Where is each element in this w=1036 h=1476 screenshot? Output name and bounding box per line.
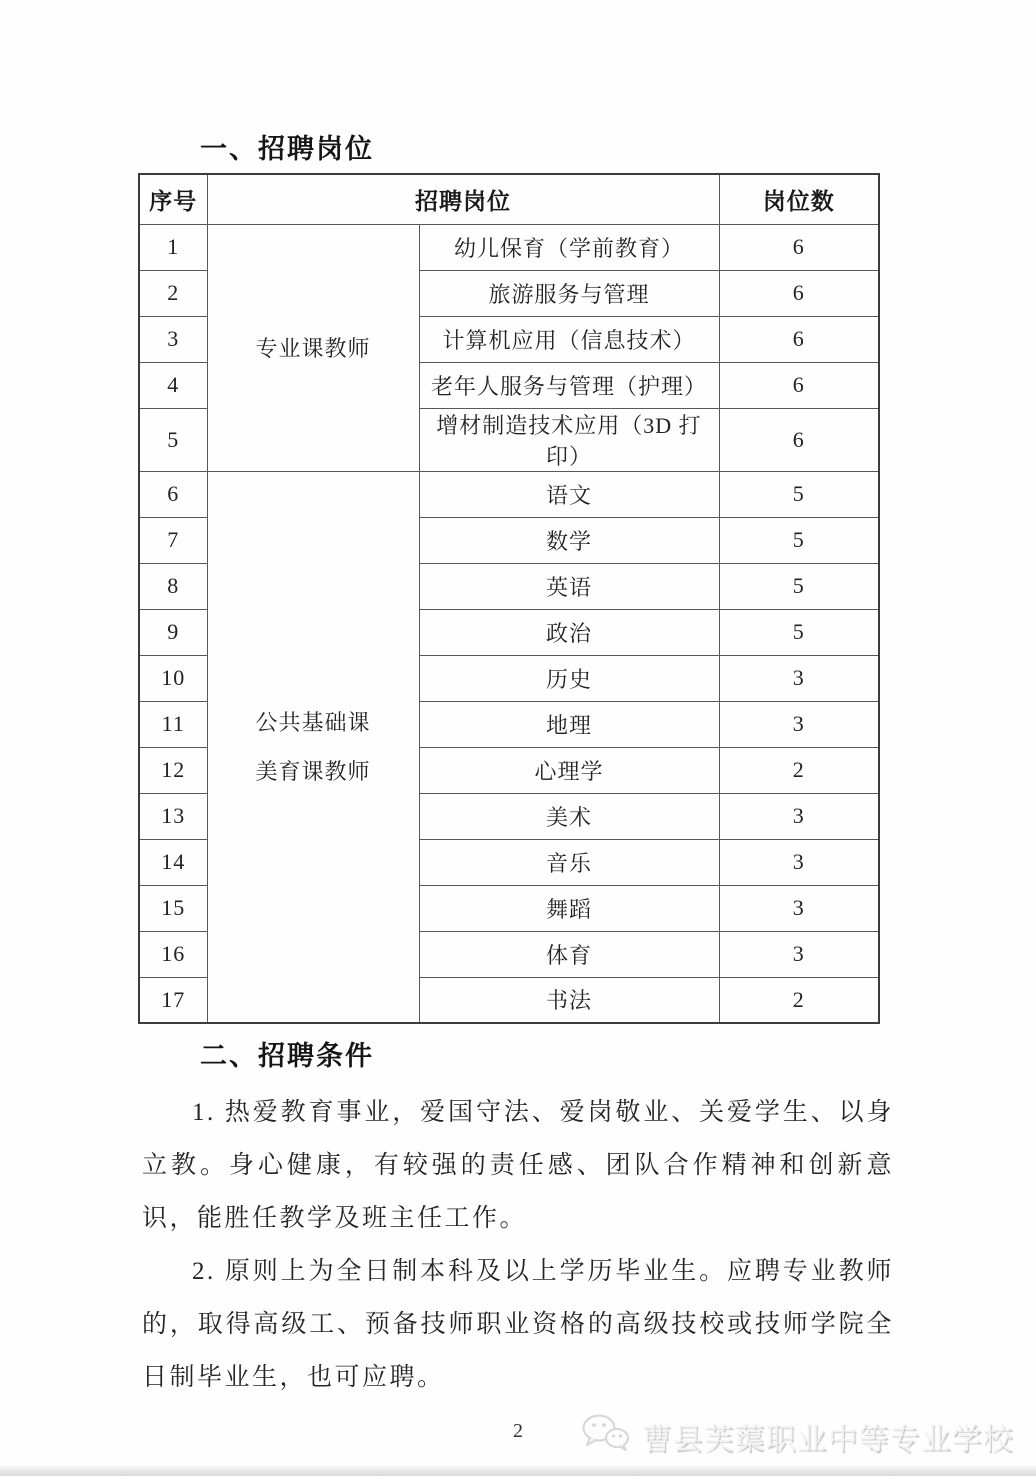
header-index: 序号 [139, 174, 207, 224]
cell-row-number: 7 [139, 517, 207, 563]
cell-position: 历史 [419, 655, 719, 701]
cell-row-number: 17 [139, 977, 207, 1023]
cell-position: 数学 [419, 517, 719, 563]
conditions-text [142, 1086, 894, 1404]
cell-position: 体育 [419, 931, 719, 977]
cell-row-number: 13 [139, 793, 207, 839]
bottom-edge-divider [0, 1466, 1036, 1476]
condition-paragraph-1: 1. 热爱教育事业，爱国守法、爱岗敬业、关爱学生、以身立教。身心健康，有较强的责任感、团队合作精神和创新意识，能胜任教学及班主任工作。 [142, 1099, 894, 1232]
cell-position: 英语 [419, 563, 719, 609]
section-title-conditions: 二、招聘条件 [200, 1041, 374, 1071]
cell-position: 音乐 [419, 839, 719, 885]
header-position: 招聘岗位 [207, 174, 719, 224]
condition-paragraph-2: 2. 原则上为全日制本科及以上学历毕业生。应聘专业教师的，取得高级工、预备技师职业资格的高级技校或技师学院全日制毕业生，也可应聘。 [142, 1258, 894, 1391]
cell-position: 心理学 [419, 747, 719, 793]
cell-row-number: 2 [139, 270, 207, 316]
cell-row-number: 15 [139, 885, 207, 931]
cell-position: 舞蹈 [419, 885, 719, 931]
cell-position: 政治 [419, 609, 719, 655]
cell-row-number: 12 [139, 747, 207, 793]
table-row [139, 224, 879, 270]
cell-count: 5 [719, 471, 879, 517]
cell-count: 6 [719, 408, 879, 471]
section-title-positions: 一、招聘岗位 [200, 134, 374, 164]
cell-count: 3 [719, 701, 879, 747]
cell-position: 幼儿保育（学前教育） [419, 224, 719, 270]
cell-count: 3 [719, 931, 879, 977]
page-number: 2 [513, 1420, 523, 1442]
cell-count: 5 [719, 609, 879, 655]
table-header-row [139, 174, 879, 224]
cell-row-number: 6 [139, 471, 207, 517]
footer-watermark [578, 1411, 1014, 1460]
cell-position: 地理 [419, 701, 719, 747]
cell-position: 老年人服务与管理（护理） [419, 362, 719, 408]
cell-count: 3 [719, 793, 879, 839]
cell-category-professional: 专业课教师 [207, 224, 419, 471]
cell-row-number: 10 [139, 655, 207, 701]
category-line: 公共基础课 [255, 709, 371, 735]
cell-position: 旅游服务与管理 [419, 270, 719, 316]
cell-count: 5 [719, 563, 879, 609]
cell-count: 6 [719, 224, 879, 270]
watermark-account-name: 曹县芙蕖职业中等专业学校 [642, 1422, 1014, 1456]
cell-position: 书法 [419, 977, 719, 1023]
wechat-logo-icon [578, 1411, 632, 1460]
cell-row-number: 5 [139, 408, 207, 471]
cell-row-number: 3 [139, 316, 207, 362]
cell-row-number: 11 [139, 701, 207, 747]
cell-row-number: 8 [139, 563, 207, 609]
cell-count: 6 [719, 362, 879, 408]
header-count: 岗位数 [719, 174, 879, 224]
cell-row-number: 9 [139, 609, 207, 655]
cell-count: 2 [719, 977, 879, 1023]
cell-position: 美术 [419, 793, 719, 839]
cell-count: 6 [719, 270, 879, 316]
cell-position: 增材制造技术应用（3D 打印） [419, 408, 719, 471]
cell-count: 6 [719, 316, 879, 362]
table-row [139, 471, 879, 517]
cell-position: 语文 [419, 471, 719, 517]
cell-count: 3 [719, 839, 879, 885]
cell-category-general [207, 471, 419, 1023]
cell-count: 5 [719, 517, 879, 563]
category-line: 美育课教师 [255, 758, 371, 784]
cell-row-number: 16 [139, 931, 207, 977]
cell-row-number: 14 [139, 839, 207, 885]
cell-row-number: 4 [139, 362, 207, 408]
cell-count: 2 [719, 747, 879, 793]
cell-count: 3 [719, 885, 879, 931]
cell-row-number: 1 [139, 224, 207, 270]
cell-position: 计算机应用（信息技术） [419, 316, 719, 362]
recruitment-table [138, 173, 880, 1024]
cell-count: 3 [719, 655, 879, 701]
